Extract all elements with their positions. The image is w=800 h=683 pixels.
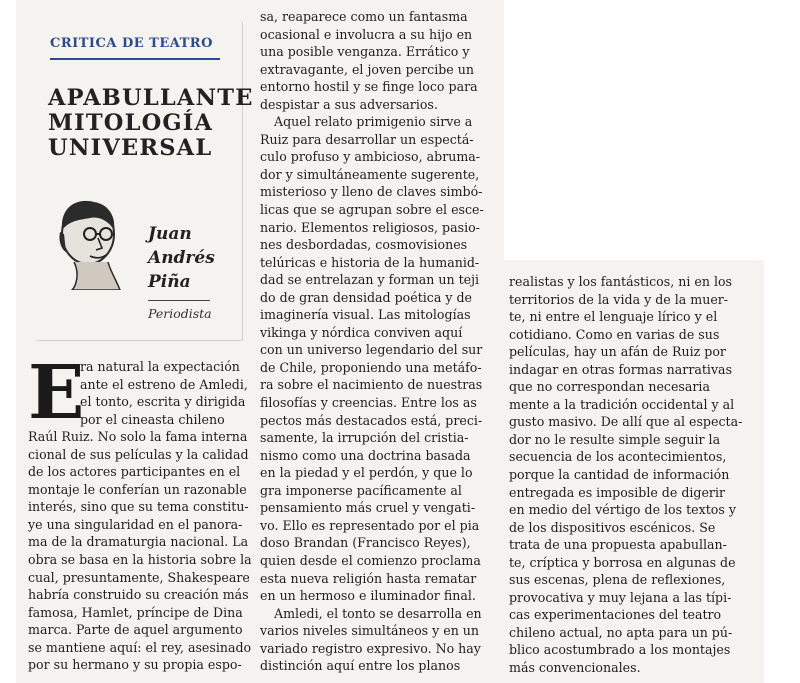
author-rule (148, 300, 210, 301)
text-line: porque la cantidad de información (509, 467, 730, 483)
article-column-3 (509, 273, 757, 677)
text-line: por su hermano y su propia espo- (28, 657, 242, 673)
text-line: que no correspondan necesaria (509, 379, 710, 395)
text-line: dad se entrelazan y forman un teji (260, 272, 480, 288)
text-line: pectos más destacados está, preci- (260, 412, 483, 428)
text-line: quien desde el comienzo proclama (260, 552, 481, 568)
text-line: nario. Elementos religiosos, pasio- (260, 219, 480, 235)
text-line: imaginería visual. Las mitologías (260, 307, 471, 323)
text-line: esta nueva religión hasta rematar (260, 570, 477, 586)
text-line: en un hermoso e iluminador final. (260, 588, 476, 604)
text-line: realistas y los fantásticos, ni en los (509, 274, 733, 289)
text-line: filosofías y creencias. Entre los as (260, 395, 477, 411)
headline-line: MITOLOGÍA (48, 110, 214, 136)
text-line: una posible venganza. Errático y (260, 44, 470, 60)
text-line: extravagante, el joven percibe un (260, 61, 474, 77)
text-line: ante el estreno de Amledi, (80, 376, 248, 392)
text-line: ra natural la expectación (80, 359, 240, 374)
text-line: doso Brandan (Francisco Reyes), (260, 535, 471, 551)
headline-line: UNIVERSAL (48, 135, 213, 161)
text-line: licas que se agrupan sobre el esce- (260, 202, 484, 218)
section-rule (50, 58, 220, 60)
text-line: cual, presuntamente, Shakespeare (28, 569, 250, 585)
text-line: marca. Parte de aquel argumento (28, 622, 243, 638)
article-column-2 (260, 8, 496, 675)
author-name-line: Andrés (148, 248, 215, 268)
text-line: pensamiento más cruel y vengati- (260, 500, 476, 516)
text-line: misterioso y lleno de claves simbó- (260, 184, 483, 200)
text-line: Amledi, el tonto se desarrolla en (274, 605, 482, 621)
text-line: de los actores participantes en el (28, 464, 241, 480)
text-line: te, críptica y borrosa en algunas de (509, 554, 736, 570)
text-line: nes desbordadas, cosmovisiones (260, 237, 468, 253)
text-line: ye una singularidad en el panora- (28, 516, 243, 532)
text-line: vikinga y nórdica conviven aquí (260, 324, 463, 340)
text-line: en medio del vértigo de los textos y (509, 502, 736, 518)
text-line: de Chile, proponiendo una metáfo- (260, 359, 482, 375)
headline (48, 85, 254, 161)
text-line: dor no le resulte simple seguir la (509, 431, 721, 447)
author-name (148, 222, 240, 294)
text-line: vo. Ello es representado por el pia (260, 517, 480, 533)
text-line: entregada es imposible de digerir (509, 484, 726, 500)
text-line: Ruiz para desarrollar un espectá- (260, 131, 474, 147)
text-line: gra imponerse pacíficamente al (260, 482, 462, 498)
author-name-line: Piña (148, 272, 191, 292)
text-line: entorno hostil y se finge loco para (260, 79, 478, 95)
section-label: CRITICA DE TEATRO (50, 36, 213, 51)
text-line: indagar en otras formas narrativas (509, 361, 733, 377)
text-line: con un universo legendario del sur (260, 342, 483, 358)
text-line: el tonto, escrita y dirigida (80, 394, 246, 410)
text-line: despistar a sus adversarios. (260, 96, 438, 112)
author-name-line: Juan (148, 224, 192, 244)
text-line: blico acostumbrado a los montajes (509, 642, 731, 658)
text-line: culo profuso y ambicioso, abruma- (260, 149, 481, 165)
text-line: ocasional e involucra a su hijo en (260, 26, 473, 42)
text-line: secuencia de los acontecimientos, (509, 449, 727, 465)
drop-cap: E (28, 350, 85, 436)
text-line: samente, la irrupción del cristia- (260, 430, 469, 446)
text-line: de los dispositivos escénicos. Se (509, 519, 716, 535)
text-line: sus escenas, plena de reflexiones, (509, 572, 726, 588)
text-line: ma de la dramaturgia nacional. La (28, 534, 249, 550)
text-line: cas experimentaciones del teatro (509, 607, 722, 623)
text-line: interés, sino que su tema constitu- (28, 499, 249, 515)
text-line: montaje le conferían un razonable (28, 481, 247, 497)
text-line: en la piedad y el perdón, y que lo (260, 465, 473, 481)
text-line: nismo como una doctrina basada (260, 447, 471, 463)
headline-line: APABULLANTE (48, 85, 254, 111)
text-line: cional de sus películas y la calidad (28, 446, 249, 462)
text-line: Raúl Ruiz. No solo la fama interna (28, 429, 248, 445)
text-line: territorios de la vida y de la muer- (509, 291, 729, 307)
author-role: Periodista (148, 306, 212, 321)
text-line: películas, hay un afán de Ruiz por (509, 344, 726, 360)
article-column-1 (28, 350, 254, 674)
text-line: Aquel relato primigenio sirve a (274, 114, 473, 130)
text-line: obra se basa en la historia sobre la (28, 552, 252, 568)
author-portrait (50, 190, 130, 290)
text-line: te, ni entre el lenguaje lírico y el (509, 309, 718, 325)
text-line: provocativa y muy lejana a las típi- (509, 589, 732, 605)
text-line: trata de una propuesta apabullan- (509, 537, 727, 553)
text-line: por el cineasta chileno (80, 411, 225, 427)
text-line: ra sobre el nacimiento de nuestras (260, 377, 483, 393)
text-line: sa, reaparece como un fantasma (260, 9, 468, 24)
text-line: famosa, Hamlet, príncipe de Dina (28, 604, 243, 620)
text-line: variado registro expresivo. No hay (260, 640, 481, 656)
text-line: mente a la tradición occidental y al (509, 396, 735, 412)
text-line: do de gran densidad poética y de (260, 289, 473, 305)
text-line: chileno actual, no apta para un pú- (509, 624, 733, 640)
text-line: más convencionales. (509, 660, 641, 676)
text-line: varios niveles simultáneos y en un (260, 623, 480, 639)
text-line: cotidiano. Como en varias de sus (509, 326, 720, 342)
text-line: gusto masivo. De allí que al especta- (509, 414, 743, 430)
text-line: distinción aquí entre los planos (260, 658, 461, 674)
text-line: telúricas e historia de la humanid- (260, 254, 480, 270)
text-line: dor y simultáneamente sugerente, (260, 166, 480, 182)
text-line: habría construido su creación más (28, 587, 249, 603)
text-line: se mantiene aquí: el rey, asesinado (28, 639, 252, 655)
